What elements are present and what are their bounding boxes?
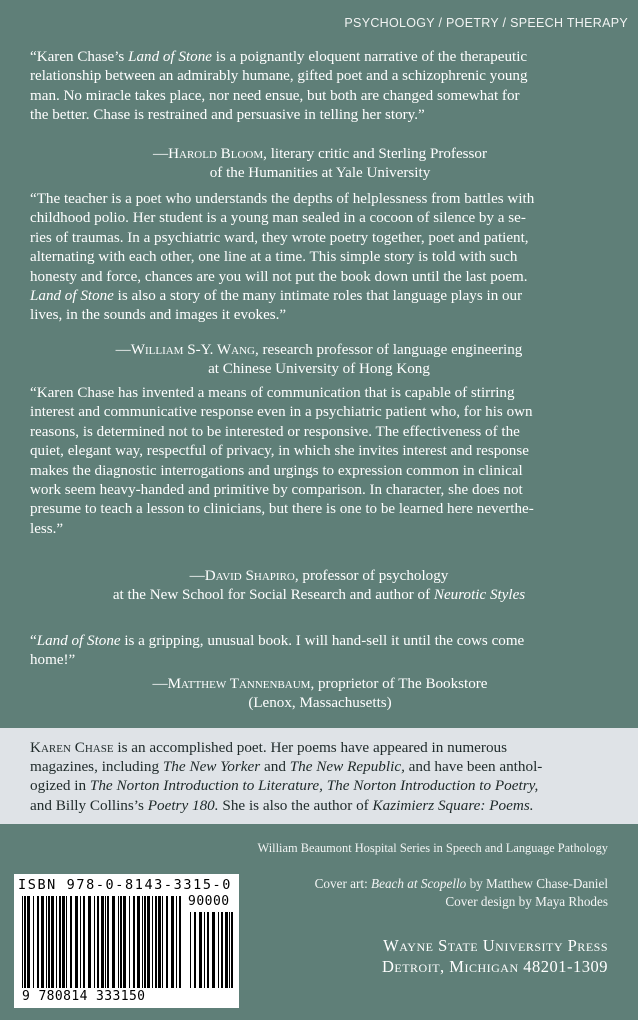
book-title: Land of Stone <box>30 288 114 305</box>
endorsement-quote-wang: “The teacher is a poet who understands the depths of helplessness from battles with childhood polio. Her student is a young man sealed in a cocoon of silence by a se- ries of traumas. In a psychiatric ward, they wrote poetry together, poet and patient, alternating with each other, one line at a time. This simple story is told with such honesty and force, chances are you will not put the book down until the last poem. Land of Stone is also a story of the many intimate roles that language plays in our lives, in the sounds and images it evokes.” <box>30 191 535 324</box>
endorsement-attribution-tannenbaum: —Matthew Tannenbaum, proprietor of The Bookstore (Lenox, Massachusetts) <box>152 676 488 712</box>
bio-author-name: Karen Chase <box>30 739 114 756</box>
artwork-title: Beach at Scopello <box>371 876 467 891</box>
endorsement-attribution-wang: —William S-Y. Wang, research professor of language engineering at Chinese University of Hong Kong <box>115 342 523 378</box>
publisher-info <box>268 935 608 977</box>
book-title: Land of Stone <box>36 633 121 649</box>
isbn-label: ISBN 978-0-8143-3315-0 <box>18 877 233 893</box>
endorsement-attribution-shapiro: —David Shapiro, professor of psychology at the New School for Social Research and author of Neurotic Styles <box>112 568 526 604</box>
author-name: —Harold Bloom <box>153 146 264 162</box>
endorsement-quote-tannenbaum: “Land of Stone is a gripping, unusual book. I will hand-sell it until the cows come home!” <box>30 633 525 669</box>
isbn-barcode <box>14 874 239 1008</box>
price-code: 90000 <box>188 894 230 909</box>
ean-digits: 9 780814 333150 <box>22 989 146 1004</box>
author-name: —Matthew Tannenbaum <box>152 676 311 692</box>
author-bio: Karen Chase is an accomplished poet. Her poems have appeared in numerous magazines, including The New Yorker and The New Republic, and have been anthol- ogized in The Norton Introduction to Literature, The Norton Introduction to Poetry, and Billy Collins’s Poetry 180. She is also the author of Kazimierz Square: Poems. <box>30 739 543 814</box>
endorsement-quote-bloom: “Karen Chase’s Land of Stone is a poignantly eloquent narrative of the therapeutic relationship between an admirably humane, gifted poet and a schizophrenic young man. No miracle takes place, nor need ensue, but both are changed somewhat for the better. Chase is restrained and persuasive in telling her story.” <box>30 49 528 124</box>
endorsement-attribution-bloom: —Harold Bloom, literary critic and Sterling Professor of the Humanities at Yale University <box>153 146 487 182</box>
book-title: Neurotic Styles <box>433 587 526 604</box>
book-title: Land of Stone <box>128 49 212 65</box>
category-label: PSYCHOLOGY / POETRY / SPEECH THERAPY <box>344 16 628 30</box>
endorsement-quote-shapiro: “Karen Chase has invented a means of communication that is capable of stirring interest and communicative response even in a psychiatric patient who, for his own reasons, is determined not to be interested or responsive. The effectiveness of the quiet, elegant way, respectful of privacy, in which she invites interest and response makes the diagnostic interrogations and urgings to expression common in clinical work seem heavy-handed and primitive by comparison. In character, she does not presume to teach a lesson to clinicians, but there is one to be learned here neverthe- less.” <box>30 385 534 537</box>
publisher-name: Wayne State University Press <box>383 936 608 955</box>
author-name: —David Shapiro <box>189 568 295 584</box>
cover-credits: Cover art: Beach at Scopello by Matthew Chase-Daniel Cover design by Maya Rhodes <box>314 876 608 909</box>
series-name: William Beaumont Hospital Series in Speech and Language Pathology <box>257 841 608 855</box>
publisher-address: Detroit, Michigan 48201-1309 <box>381 957 608 976</box>
author-name: —William S-Y. Wang <box>115 342 255 358</box>
